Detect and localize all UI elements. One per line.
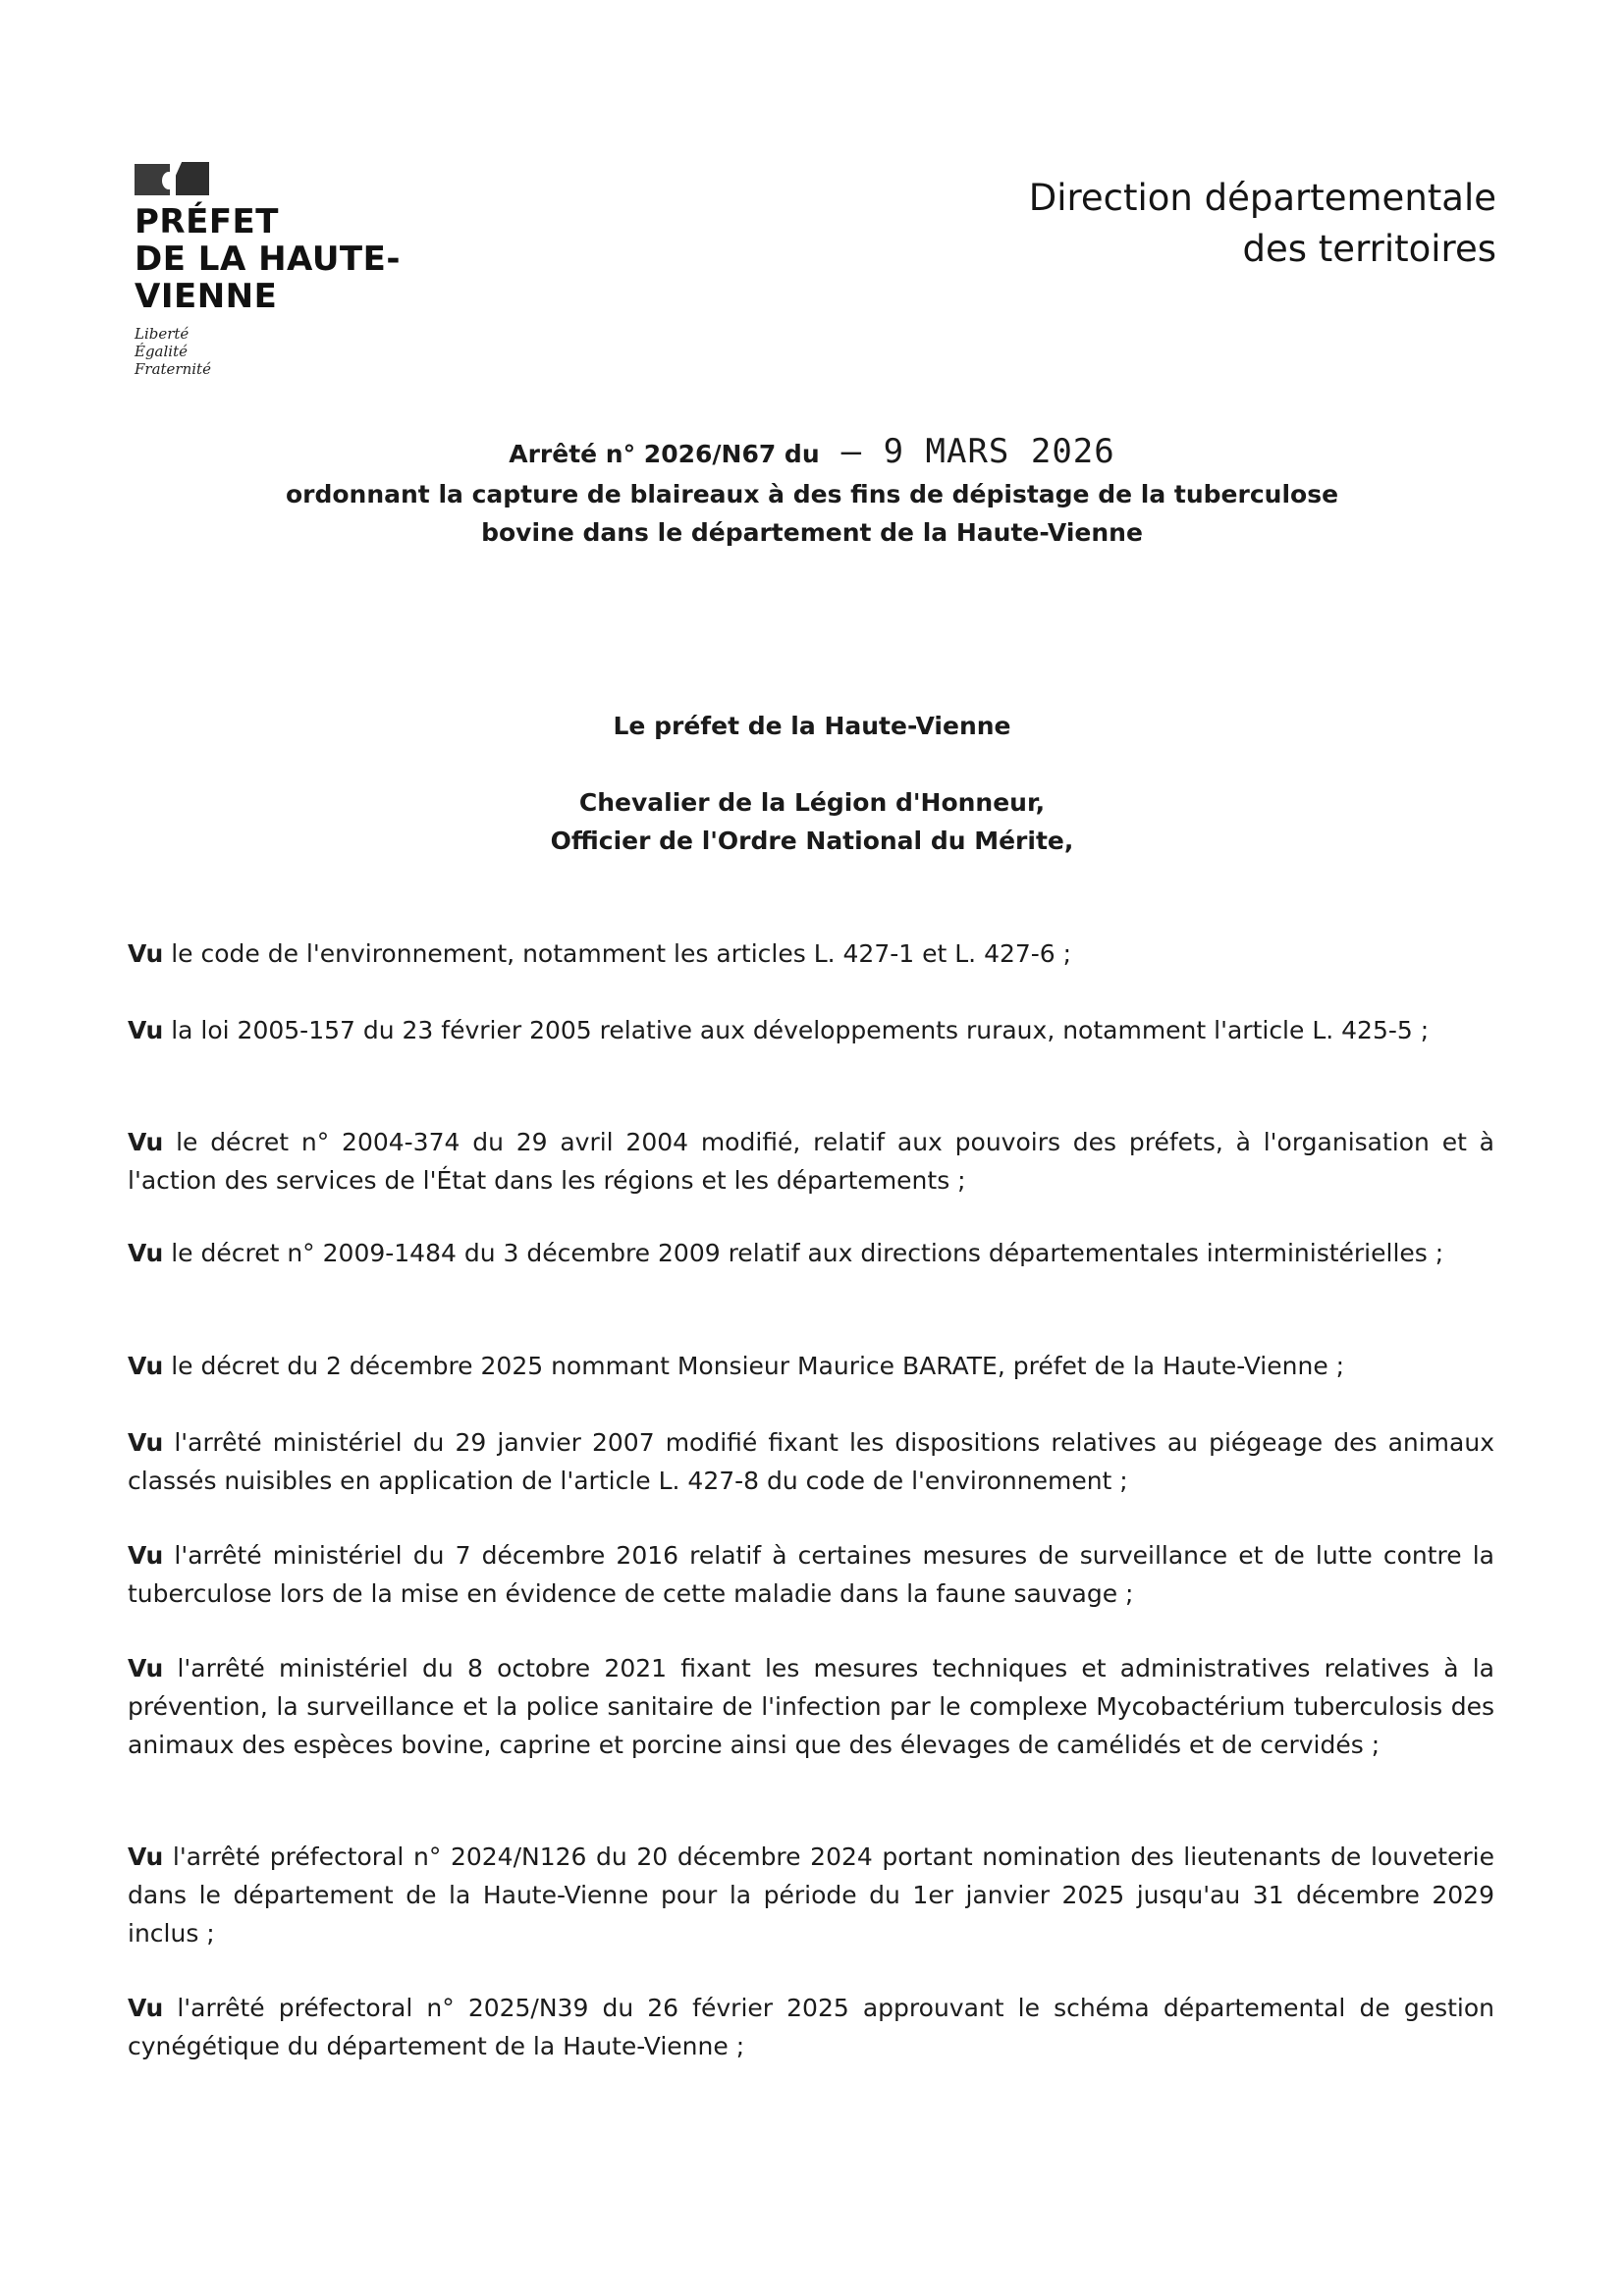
vu-paragraph: Vu le décret n° 2009-1484 du 3 décembre 2009 relatif aux directions départementales interministérielles ; — [128, 1239, 1444, 1267]
logo-line-2: DE LA HAUTE-VIENNE — [135, 240, 401, 316]
motto-egalite: Égalité — [135, 343, 188, 360]
issuing-directorate — [1029, 173, 1496, 275]
marianne-logo-icon — [135, 162, 527, 195]
authority-honor-2: Officier de l'Ordre National du Mérite, — [550, 827, 1074, 855]
motto-liberte: Liberté — [135, 325, 189, 343]
decree-subject-line-2: bovine dans le département de la Haute-Vienne — [481, 518, 1143, 547]
vu-paragraph: Vu la loi 2005-157 du 23 février 2005 relative aux développements ruraux, notamment l'article L. 425-5 ; — [128, 1016, 1430, 1044]
directorate-line-2: des territoires — [1242, 228, 1496, 270]
directorate-line-1: Direction départementale — [1028, 177, 1496, 219]
vu-paragraph: Vu l'arrêté ministériel du 29 janvier 2007 modifié fixant les dispositions relatives au piégeage des animaux classés nuisibles en application de l'article L. 427-8 du code de l'environnement ; — [128, 1428, 1494, 1495]
vu-paragraph: Vu le code de l'environnement, notamment les articles L. 427-1 et L. 427-6 ; — [128, 939, 1072, 968]
vu-paragraph: Vu le décret n° 2004-374 du 29 avril 2004 modifié, relatif aux pouvoirs des préfets, à l'organisation et à l'action des services de l'État dans les régions et les départements ; — [128, 1128, 1494, 1195]
prefet-logo — [135, 162, 527, 378]
vu-paragraph: Vu l'arrêté préfectoral n° 2024/N126 du 20 décembre 2024 portant nomination des lieutenants de louveterie dans le département de la Haute-Vienne pour la période du 1er janvier 2025 jusqu'au 31 décembre 2029 inclus ; — [128, 1842, 1494, 1948]
vu-paragraph: Vu l'arrêté ministériel du 8 octobre 2021 fixant les mesures techniques et administratives relatives à la prévention, la surveillance et la police sanitaire de l'infection par le complexe Mycobactérium tuberculosis des animaux des espèces bovine, caprine et porcine ainsi que des élevages de camélidés et de cervidés ; — [128, 1654, 1494, 1759]
vu-paragraph: Vu l'arrêté préfectoral n° 2025/N39 du 26 février 2025 approuvant le schéma départemental de gestion cynégétique du département de la Haute-Vienne ; — [128, 1994, 1494, 2060]
republic-motto — [135, 325, 527, 378]
decree-subject-line-1: ordonnant la capture de blaireaux à des fins de dépistage de la tuberculose — [285, 480, 1339, 508]
motto-fraternite: Fraternité — [135, 360, 211, 378]
authority-title: Le préfet de la Haute-Vienne — [613, 712, 1011, 740]
authority-honor-1: Chevalier de la Légion d'Honneur, — [578, 788, 1046, 817]
date-stamp: – 9 MARS 2026 — [840, 432, 1115, 471]
decree-number — [0, 432, 1624, 471]
vu-paragraph: Vu le décret du 2 décembre 2025 nommant Monsieur Maurice BARATE, préfet de la Haute-Vienne ; — [128, 1352, 1345, 1380]
decree-number-text: Arrêté n° 2026/N67 du — [509, 440, 820, 468]
vu-paragraph: Vu l'arrêté ministériel du 7 décembre 2016 relatif à certaines mesures de surveillance et de lutte contre la tuberculose lors de la mise en évidence de cette maladie dans la faune sauvage ; — [128, 1541, 1494, 1608]
logo-line-1: PRÉFET — [135, 202, 279, 241]
